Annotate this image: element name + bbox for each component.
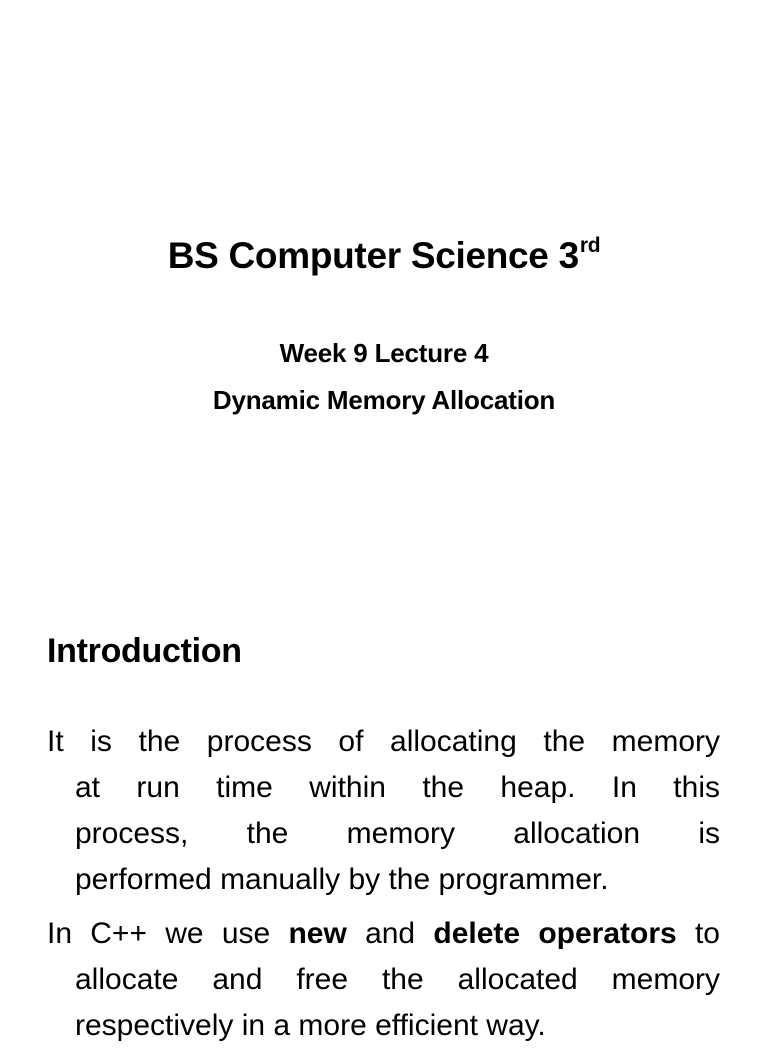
- course-title-superscript: rd: [579, 234, 601, 257]
- lecture-label: Week 9 Lecture 4: [279, 338, 489, 368]
- paragraph-operators: [47, 911, 720, 1049]
- keyword-new: new: [288, 917, 347, 950]
- paragraph-definition: [47, 719, 720, 903]
- keyword-delete-operators: delete operators: [433, 917, 677, 950]
- topic-label: Dynamic Memory Allocation: [212, 385, 556, 415]
- paragraph-line: at run time within the heap. In this: [75, 771, 720, 804]
- introduction-slide: [0, 576, 768, 1042]
- course-title: [0, 224, 768, 278]
- paragraph-line: allocate and free the allocated memory: [75, 963, 720, 996]
- paragraph-line: It is the process of allocating the memory: [47, 725, 720, 758]
- paragraph-line: performed manually by the programmer.: [75, 863, 609, 896]
- paragraph-line: [47, 911, 720, 957]
- text-run: and: [346, 917, 434, 950]
- paragraph-line: process, the memory allocation is: [75, 817, 720, 850]
- section-heading: Introduction: [47, 632, 242, 670]
- paragraph-line: respectively in a more efficient way.: [75, 1009, 546, 1042]
- text-run: to: [676, 917, 720, 950]
- course-title-text: BS Computer Science 3: [167, 235, 579, 276]
- text-run: In C++ we use: [47, 917, 289, 950]
